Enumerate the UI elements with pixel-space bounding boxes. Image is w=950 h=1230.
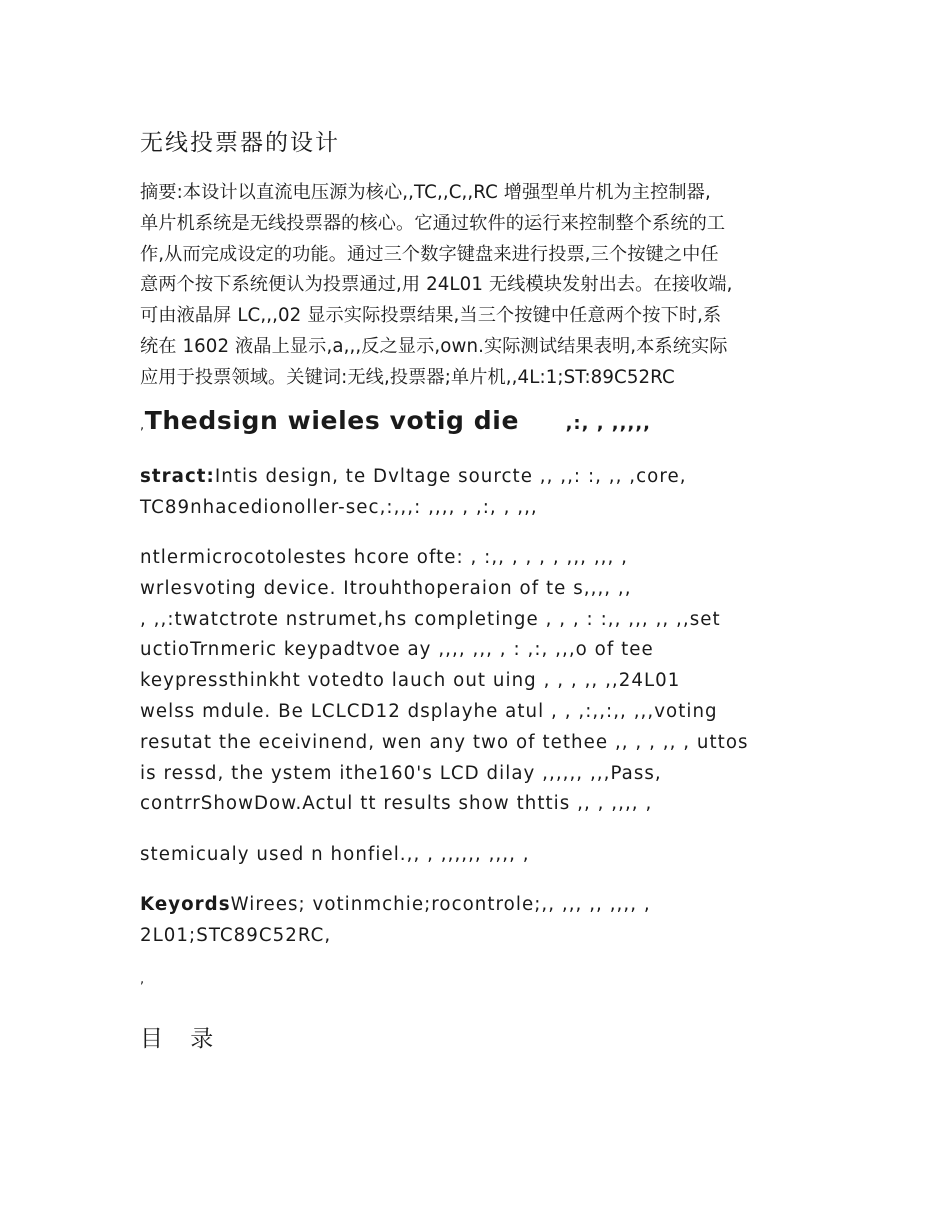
keywords-label: Keyords — [140, 894, 231, 915]
english-abstract-closing — [140, 840, 840, 871]
en-body-line: resutat the eceivinend, wen any two of tethee ,, , , ,, , uttos — [140, 731, 749, 753]
keywords-text: Wirees; votinmchie;rocontrole;,, ,,, ,, ,,,, , — [230, 894, 651, 915]
cn-abstract-line: 单片机系统是无线投票器的核心。它通过软件的运行来控制整个系统的工 — [140, 212, 726, 234]
en-body-line: stemicualy used n honfiel.,, , ,,,,,, ,,,, , — [140, 844, 530, 865]
cn-abstract-line: 可由液晶屏 LC,,,02 显示实际投票结果,当三个按键中任意两个按下时,系 — [140, 305, 722, 327]
en-body-line: keypressthinkht votedto lauch out uing , , , ,, ,,24L01 — [140, 670, 681, 692]
en-abstract-line: TC89nhacedionoller-sec,:,,,: ,,,, , ,:, , ,,, — [140, 496, 538, 518]
en-body-line: is ressd, the ystem ithe160's LCD dilay ,,,,,, ,,,Pass, — [140, 762, 662, 784]
en-abstract-line — [140, 462, 840, 493]
en-abstract-line-text: Intis design, te Dvltage sourcte ,, ,,: :, ,, ,core, — [214, 466, 687, 487]
document-title: 无线投票器的设计 — [140, 130, 340, 156]
chinese-abstract — [140, 178, 820, 394]
english-title-prefix: , — [140, 418, 145, 433]
cn-abstract-line: 作,从而完成设定的功能。通过三个数字键盘来进行投票,三个按键之中任 — [140, 243, 719, 265]
english-abstract-body — [140, 543, 840, 820]
cn-abstract-line: 摘要:本设计以直流电压源为核心,,TC,,C,,RC 增强型单片机为主控制器, — [140, 182, 711, 203]
keywords-line — [140, 890, 840, 921]
en-body-line: contrrShowDow.Actul tt results show thttis ,, , ,,,, , — [140, 793, 653, 815]
cn-abstract-line: 应用于投票领域。关键词:无线,投票器;单片机,,4L:1;ST:89C52RC — [140, 366, 675, 388]
en-body-line: uctioTrnmeric keypadtvoe ay ,,,, ,,, , : ,:, ,,,o of tee — [140, 639, 654, 661]
en-body-line: wrlesvoting device. Itrouhthoperaion of te s,,,, ,, — [140, 577, 632, 599]
english-abstract-intro — [140, 462, 840, 524]
english-title — [140, 406, 651, 435]
keywords-block — [140, 890, 840, 952]
en-body-line: welss mdule. Be LCLCD12 dsplayhe atul , , ,:,,:,, ,,,voting — [140, 700, 718, 722]
en-body-line: ntlermicrocotolestes hcore ofte: , :,, , , , , ,,, ,,, , — [140, 547, 628, 568]
english-title-tail: ,:, , ,,,,, — [565, 413, 651, 434]
cn-abstract-line: 意两个按下系统便认为投票通过,用 24L01 无线模块发射出去。在接收端, — [140, 274, 733, 296]
keywords-line: 2L01;STC89C52RC, — [140, 924, 332, 946]
en-body-line: , ,,:twatctrote nstrumet,hs completinge , , , : :,, ,,, ,, ,,set — [140, 608, 721, 630]
stray-mark: , — [140, 972, 145, 987]
english-title-text: Thedsign wieles votig die — [144, 406, 520, 435]
cn-abstract-line: 统在 1602 液晶上显示,a,,,反之显示,own.实际测试结果表明,本系统实际 — [140, 335, 728, 357]
toc-heading: 目 录 — [140, 1026, 224, 1052]
abstract-label: stract: — [140, 466, 215, 487]
